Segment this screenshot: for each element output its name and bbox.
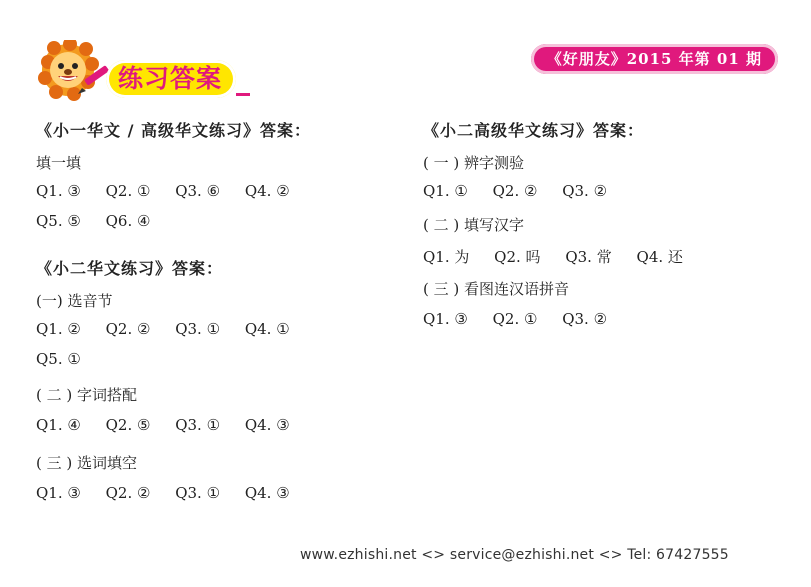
answer: Q1. 为 xyxy=(423,248,470,266)
footer-contact: www.ezhishi.net <> service@ezhishi.net <> Tel: 67427555 xyxy=(300,547,729,563)
section-heading-p2-advanced: 《小二高级华文练习》答案： xyxy=(423,121,645,140)
answer: Q3. ② xyxy=(562,310,608,328)
answer-row xyxy=(36,484,310,502)
answer: Q1. ③ xyxy=(36,484,81,502)
answer: Q3. ② xyxy=(562,182,608,200)
answer-row xyxy=(423,310,627,328)
answer: Q1. ② xyxy=(36,320,81,338)
answer: Q3. ① xyxy=(175,416,221,434)
section-heading-p1: 《小一华文 / 高级华文练习》答案： xyxy=(36,121,311,140)
answer: Q3. ⑥ xyxy=(175,182,221,200)
answer: Q3. ① xyxy=(175,320,221,338)
answer: Q4. ③ xyxy=(244,416,290,434)
part-heading: ( 三 ) 看图连汉语拼音 xyxy=(423,280,570,298)
answer-row xyxy=(36,182,310,200)
answer: Q2. ② xyxy=(105,484,151,502)
answer: Q2. 吗 xyxy=(494,248,541,266)
answer: Q5. ① xyxy=(36,350,81,368)
answer: Q1. ③ xyxy=(36,182,81,200)
answer: Q1. ① xyxy=(423,182,468,200)
answer: Q1. ④ xyxy=(36,416,81,434)
answer: Q4. ③ xyxy=(244,484,290,502)
answer: Q2. ⑤ xyxy=(105,416,151,434)
answer-row xyxy=(36,350,101,368)
answer: Q2. ① xyxy=(105,182,151,200)
answer-row xyxy=(36,212,170,230)
answer: Q4. ① xyxy=(244,320,290,338)
answer: Q2. ② xyxy=(105,320,151,338)
part-heading: (一) 选音节 xyxy=(36,292,113,310)
subheading: 填一填 xyxy=(36,154,82,172)
part-heading: ( 二 ) 字词搭配 xyxy=(36,386,138,404)
answer: Q4. ② xyxy=(244,182,290,200)
page-title: 练习答案 xyxy=(106,60,236,98)
answer: Q6. ④ xyxy=(105,212,151,230)
answer-row xyxy=(423,182,627,200)
answer: Q3. ① xyxy=(175,484,221,502)
answer-row xyxy=(423,246,703,267)
answer: Q1. ③ xyxy=(423,310,468,328)
answer: Q2. ② xyxy=(492,182,538,200)
answer-row xyxy=(36,416,310,434)
part-heading: ( 一 ) 辨字测验 xyxy=(423,154,525,172)
part-heading: ( 三 ) 选词填空 xyxy=(36,454,138,472)
lion-mascot-icon xyxy=(38,40,114,106)
header-logo xyxy=(28,40,258,106)
answer-row xyxy=(36,320,310,338)
answer: Q3. 常 xyxy=(565,248,612,266)
issue-badge: 《好朋友》2015 年第 01 期 xyxy=(531,44,778,74)
answer: Q4. 还 xyxy=(636,248,683,266)
part-heading: ( 二 ) 填写汉字 xyxy=(423,216,525,234)
answer: Q5. ⑤ xyxy=(36,212,81,230)
answer: Q2. ① xyxy=(492,310,538,328)
section-heading-p2: 《小二华文练习》答案： xyxy=(36,259,224,278)
